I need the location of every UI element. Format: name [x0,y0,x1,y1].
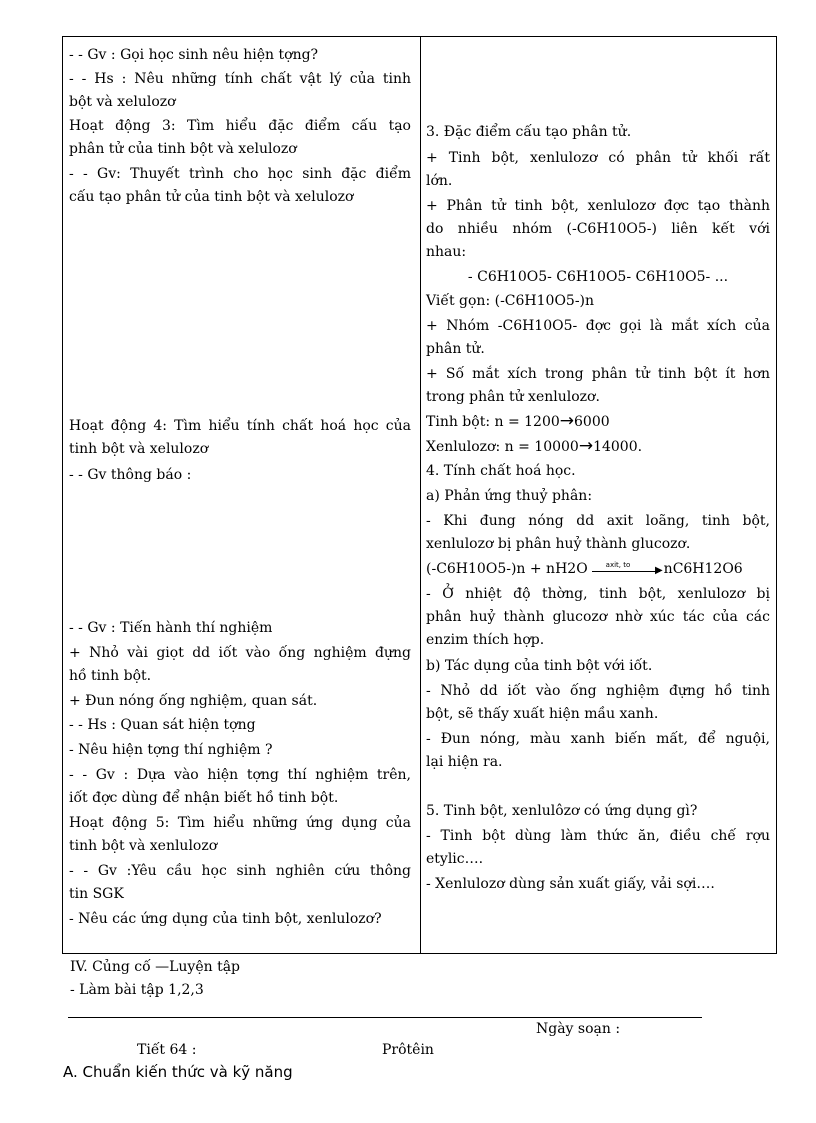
reaction-arrow-icon: axit, to ▶ [592,567,660,572]
right-line: - Tinh bột dùng làm thức ăn, điều chế rợu [426,828,770,844]
left-line: tin SGK [69,886,124,902]
right-line: lớn. [426,173,453,189]
section-heading: 4. Tính chất hoá học. [426,463,576,479]
left-line: - - Hs : Quan sát hiện tợng [69,717,256,733]
left-line: + Nhỏ vài giọt dd iốt vào ống nghiệm đựng [69,645,411,661]
left-line: - - Hs : Nêu những tính chất vật lý của tinh [69,71,411,87]
right-arrow-icon: → [559,411,575,431]
date-label: Ngày soạn : [536,1021,621,1037]
lesson-number: Tiết 64 : [137,1042,197,1058]
left-line: iốt đợc dùng để nhận biết hồ tinh bột. [69,790,339,806]
range-end: 14000. [593,439,643,455]
right-line: - Khi đung nóng dd axit loãng, tinh bột, [426,513,770,529]
left-line: - - Gv : Dựa vào hiện tợng thí nghiệm trên, [69,767,411,783]
sub-heading: a) Phản ứng thuỷ phân: [426,488,593,504]
right-line: + Tinh bột, xenlulozơ có phân tử khối rất [426,150,770,166]
left-line: + Đun nóng ống nghiệm, quan sát. [69,693,318,709]
right-line: trong phân tử xenlulozơ. [426,389,600,405]
left-line: - Nêu các ứng dụng của tinh bột, xenlulozơ? [69,911,382,927]
right-line: + Phân tử tinh bột, xenlulozơ đợc tạo thành [426,198,770,214]
activity-heading: Hoạt động 4: Tìm hiểu tính chất hoá học của [69,418,411,434]
right-line: xenlulozơ bị phân huỷ thành glucozơ. [426,536,691,552]
right-line: - Ở nhiệt độ thờng, tinh bột, xenlulozơ bị [426,586,770,602]
section-title: A. Chuẩn kiến thức và kỹ năng [63,1063,293,1081]
right-line: enzim thích hợp. [426,632,545,648]
section-heading: 3. Đặc điểm cấu tạo phân tử. [426,124,632,140]
left-line: tinh bột và xenlulozơ [69,838,218,854]
right-line: nhau: [426,244,467,260]
right-line: - Nhỏ dd iốt vào ống nghiệm đựng hồ tinh [426,683,770,699]
right-line: + Nhóm -C6H10O5- đợc gọi là mắt xích của [426,318,770,334]
lesson-table [62,36,777,954]
homework-line: - Làm bài tập 1,2,3 [70,982,204,998]
section-heading: 5. Tinh bột, xenlulôzơ có ứng dụng gì? [426,803,698,819]
left-line: - - Gv: Thuyết trình cho học sinh đặc điểm [69,166,411,182]
lesson-topic: Prôtêin [382,1042,434,1058]
sub-heading: b) Tác dụng của tinh bột với iốt. [426,658,653,674]
left-line: - - Gv : Gọi học sinh nêu hiện tợng? [69,47,319,63]
left-line: - Nêu hiện tợng thí nghiệm ? [69,742,273,758]
range-line [426,412,770,431]
activity-heading: Hoạt động 5: Tìm hiểu những ứng dụng của [69,815,411,831]
right-line: + Số mắt xích trong phân tử tinh bột ít hơn [426,366,770,382]
left-line: - - Gv : Tiến hành thí nghiệm [69,620,273,636]
reaction-condition: axit, to [605,560,631,569]
reactants: (-C6H10O5-)n + nH2O [426,561,588,577]
range-end: 6000 [574,414,610,430]
left-line: - - Gv :Yêu cầu học sinh nghiên cứu thông [69,863,411,879]
column-divider [420,37,421,953]
review-heading: IV. Củng cố —Luyện tập [70,959,241,975]
left-line: bột và xelulozơ [69,94,176,110]
range-start: Tinh bột: n = 1200 [426,414,560,430]
left-line: - - Gv thông báo : [69,467,192,483]
right-line: do nhiều nhóm (-C6H10O5-) liên kết với [426,221,770,237]
left-line: hồ tinh bột. [69,668,152,684]
left-line: phân tử của tinh bột và xelulozơ [69,141,297,157]
formula-line: - C6H10O5- C6H10O5- C6H10O5- ... [467,269,729,285]
range-start: Xenlulozơ: n = 10000 [426,439,579,455]
right-arrow-icon: → [578,436,594,456]
products: nC6H12O6 [663,561,743,577]
left-line: cấu tạo phân tử của tinh bột và xelulozơ [69,189,354,205]
activity-heading: Hoạt động 3: Tìm hiểu đặc điểm cấu tạo [69,118,411,134]
right-line: etylic…. [426,851,484,867]
right-line: bột, sẽ thấy xuất hiện mầu xanh. [426,706,659,722]
right-line: phân huỷ thành glucozơ nhờ xúc tác của các [426,609,770,625]
right-line: - Xenlulozơ dùng sản xuất giấy, vải sợi…. [426,876,715,892]
separator-rule [68,1017,702,1018]
reaction-equation [426,560,770,578]
range-line [426,437,770,456]
right-line: phân tử. [426,341,485,357]
right-line: - Đun nóng, màu xanh biến mất, để nguội, [426,731,770,747]
formula-line: Viết gọn: (-C6H10O5-)n [426,293,595,309]
right-line: lại hiện ra. [426,754,503,770]
left-line: tinh bột và xelulozơ [69,441,209,457]
